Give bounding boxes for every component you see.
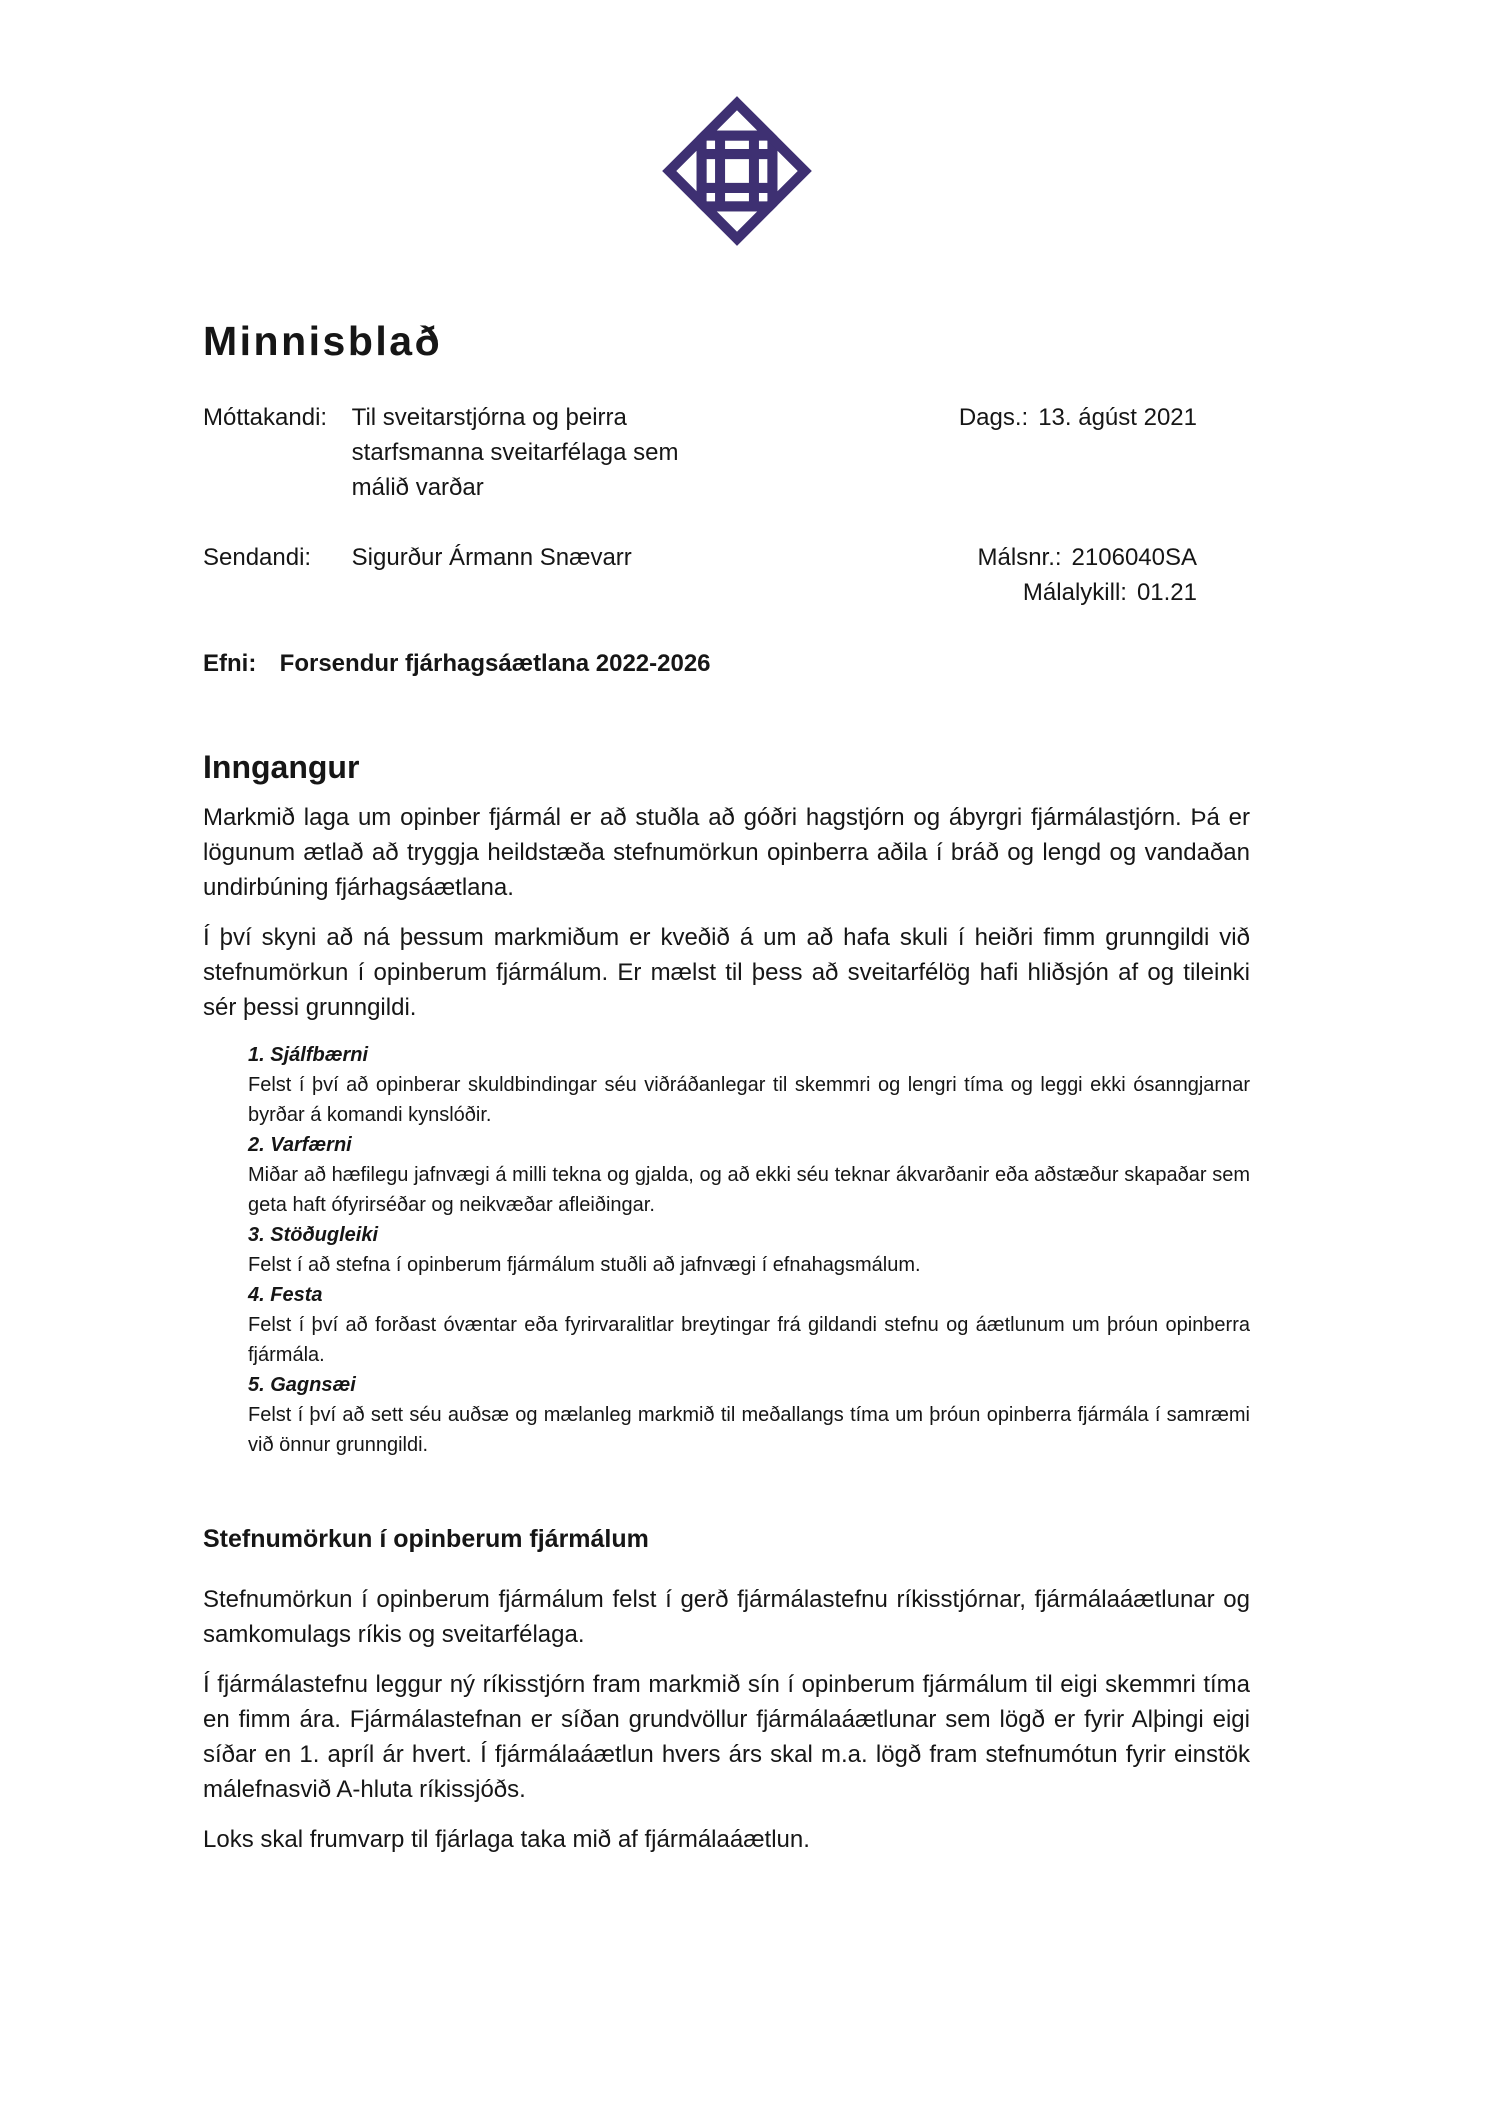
- principle-term: 4. Festa: [248, 1284, 323, 1306]
- knot-emblem-icon: [660, 94, 814, 248]
- principle-term: 3. Stöðugleiki: [248, 1224, 379, 1246]
- case-fields: [978, 540, 1197, 610]
- principle-term: 2. Varfærni: [248, 1134, 352, 1156]
- subject-value: Forsendur fjárhagsáætlana 2022-2026: [279, 650, 711, 677]
- document-title: Minnisblað: [203, 318, 443, 364]
- principle-desc: Felst í að stefna í opinberum fjármálum stuðli að jafnvægi í efnahagsmálum.: [248, 1254, 921, 1276]
- recipient-line: málið varðar: [351, 474, 484, 501]
- principle-desc: Felst í því að sett séu auðsæ og mælanleg markmið til meðallangs tíma um þróun opinberra fjármála í samræmi við önnur grunngildi.: [248, 1404, 1250, 1456]
- sender-label: Sendandi:: [203, 544, 312, 571]
- subject-row: [203, 650, 1250, 678]
- sender-value: Sigurður Ármann Snævarr: [351, 544, 632, 571]
- case-key-label: Málalykill:: [1022, 579, 1127, 606]
- list-item: [248, 1280, 1250, 1370]
- case-key-field: [978, 575, 1197, 610]
- sender-row: [203, 540, 1250, 606]
- case-number-label: Málsnr.:: [977, 544, 1062, 571]
- list-item: [248, 1370, 1250, 1460]
- principle-desc: Felst í því að forðast óvæntar eða fyrirvaralitlar breytingar frá gildandi stefnu og áætlunum um þróun opinberra fjármála.: [248, 1314, 1250, 1366]
- recipient-row: [203, 400, 1250, 505]
- principle-term: 1. Sjálfbærni: [248, 1044, 369, 1066]
- policy-paragraph-2: Í fjármálastefnu leggur ný ríkisstjórn fram markmið sín í opinberum fjármálum til eigi skemmri tíma en fimm ára. Fjármálastefnan er síðan grundvöllur fjármálaáætlunar sem lögð er fyrir Alþingi eigi síðar en 1. apríl ár hvert. Í fjármálaáætlun hvers árs skal m.a. lögð fram stefnumótun fyrir einstök málefnasvið A-hluta ríkissjóðs.: [203, 1671, 1250, 1803]
- policy-paragraph-1: Stefnumörkun í opinberum fjármálum felst í gerð fjármálastefnu ríkisstjórnar, fjármálaáætlunar og samkomulags ríkis og sveitarfélaga.: [203, 1586, 1250, 1648]
- list-item: [248, 1220, 1250, 1280]
- principle-desc: Miðar að hæfilegu jafnvægi á milli tekna og gjalda, og að ekki séu teknar ákvarðanir eða aðstæður skapaðar sem geta haft ófyrirséðar og neikvæðar afleiðingar.: [248, 1164, 1250, 1216]
- recipient-line: Til sveitarstjórna og þeirra: [351, 404, 627, 431]
- date-label: Dags.:: [958, 404, 1029, 431]
- meta-block: [203, 400, 1250, 606]
- case-number-value: 2106040SA: [1071, 544, 1197, 571]
- case-number-field: [978, 540, 1197, 575]
- principles-list: [248, 1040, 1250, 1460]
- list-item: [248, 1040, 1250, 1130]
- intro-heading: Inngangur: [203, 749, 360, 785]
- principle-desc: Felst í því að opinberar skuldbindingar séu viðráðanlegar til skemmri og lengri tíma og leggi ekki ósanngjarnar byrðar á komandi kynslóðir.: [248, 1074, 1250, 1126]
- subject-label: Efni:: [203, 650, 257, 677]
- recipient-label: Móttakandi:: [203, 404, 328, 431]
- date-field: [959, 400, 1197, 435]
- recipient-value: [352, 400, 679, 505]
- recipient-line: starfsmanna sveitarfélaga sem: [351, 439, 679, 466]
- list-item: [248, 1130, 1250, 1220]
- document-body: [203, 748, 1250, 1872]
- intro-paragraph-2: Í því skyni að ná þessum markmiðum er kveðið á um að hafa skuli í heiðri fimm grunngildi við stefnumörkun í opinberum fjármálum. Er mælst til þess að sveitarfélög hafi hliðsjón af og tileinki sér þessi grunngildi.: [203, 924, 1250, 1021]
- intro-paragraph-1: Markmið laga um opinber fjármál er að stuðla að góðri hagstjórn og ábyrgri fjármálastjórn. Þá er lögunum ætlað að tryggja heildstæða stefnumörkun opinberra aðila í bráð og lengd og vandaðan undirbúning fjárhagsáætlana.: [203, 804, 1250, 901]
- policy-heading: Stefnumörkun í opinberum fjármálum: [203, 1525, 649, 1553]
- case-key-value: 01.21: [1136, 579, 1197, 606]
- principle-term: 5. Gagnsæi: [248, 1374, 356, 1396]
- policy-paragraph-3: Loks skal frumvarp til fjárlaga taka mið af fjármálaáætlun.: [203, 1826, 810, 1853]
- date-value: 13. ágúst 2021: [1038, 404, 1197, 431]
